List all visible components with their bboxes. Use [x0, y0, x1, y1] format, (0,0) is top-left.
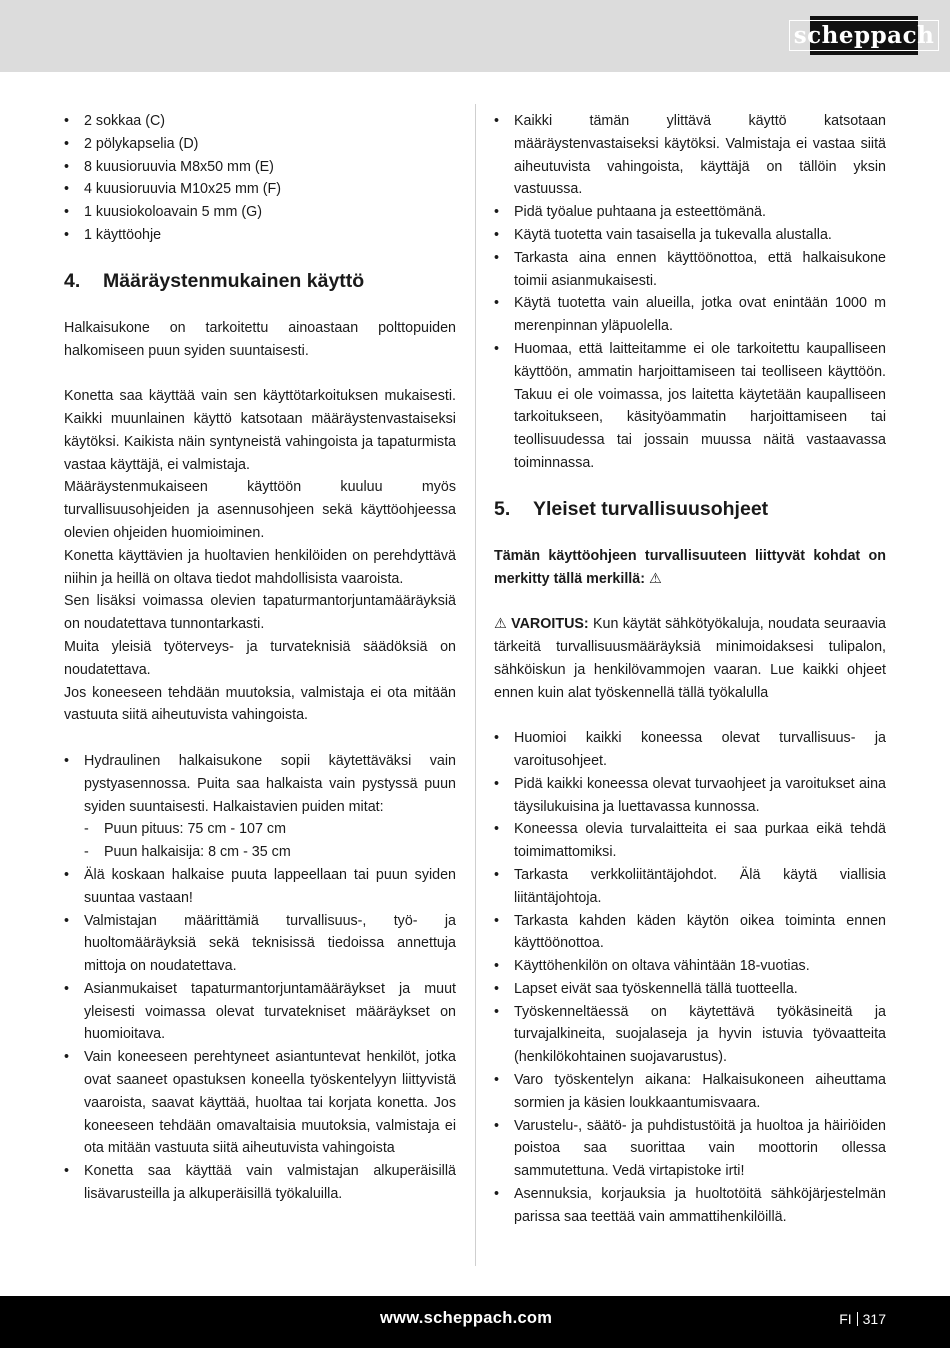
- section-title: Määräystenmukainen käyttö: [103, 269, 365, 292]
- list-item: • Tarkasta verkkoliitäntäjohdot. Älä käytä viallisia liitäntäjohtoja.: [494, 864, 886, 910]
- paragraph: Konetta käyttävien ja huoltavien henkilöiden on perehdyttävä niihin ja heillä on oltava tiedot mahdollisista vaaroista.: [64, 547, 456, 587]
- paragraph: Jos koneeseen tehdään muutoksia, valmistaja ei ota mitään vastuuta siitä aiheutuvista vahingoista.: [64, 684, 456, 724]
- list-item: • 4 kuusioruuvia M10x25 mm (F): [64, 178, 456, 201]
- section-title: Yleiset turvallisuusohjeet: [533, 497, 769, 520]
- list-item: • Työskenneltäessä on käytettävä työkäsineitä ja turvajalkineita, suojalaseja ja hyvin istuvia työvaatteita (henkilökohtainen suojavarustus).: [494, 1001, 886, 1069]
- list-item: • 2 pölykapselia (D): [64, 133, 456, 156]
- list-item: • Pidä työalue puhtaana ja esteettömänä.: [494, 201, 886, 224]
- warning-paragraph: [494, 613, 886, 704]
- section-5-heading: [494, 496, 886, 522]
- website-link[interactable]: www.scheppach.com: [380, 1309, 553, 1327]
- list-item: • Vain koneeseen perehtyneet asiantuntevat henkilöt, jotka ovat saaneet opastuksen koneella työskentelyyn liittyvistä vaaroista, saavat käyttää, huoltaa tai korjata konetta. Jos koneeseen tehdään omavaltaisia muutoksia, valmistaja ei ota mitään vastuuta siitä aiheutuvista vahingoista: [64, 1046, 456, 1160]
- column-divider: [475, 104, 476, 1266]
- list-item: • Asianmukaiset tapaturmantorjuntamääräykset ja muut yleisesti voimassa olevat turvatekniset määräykset on huomioitava.: [64, 978, 456, 1046]
- page-number: [839, 1311, 886, 1327]
- list-item: • Huomioi kaikki koneessa olevat turvallisuus- ja varoitusohjeet.: [494, 727, 886, 773]
- safety-intro: [494, 545, 886, 591]
- usage-rules-list: [64, 750, 456, 1206]
- dash-item: - Puun halkaisija: 8 cm - 35 cm: [84, 841, 456, 864]
- package-contents-list: [64, 110, 456, 247]
- list-item: • Valmistajan määrittämiä turvallisuus-, työ- ja huoltomääräyksiä sekä teknisissä tiedoissa annettuja mittoja on noudatettava.: [64, 910, 456, 978]
- list-item: [64, 750, 456, 864]
- safety-rules-list: [494, 727, 886, 1229]
- paragraph: Sen lisäksi voimassa olevien tapaturmantorjuntamääräyksiä on noudatettava tunnontarkasti.: [64, 593, 456, 633]
- warning-triangle-icon: ⚠: [494, 616, 507, 633]
- list-item: • 2 sokkaa (C): [64, 110, 456, 133]
- list-item: • Pidä kaikki koneessa olevat turvaohjeet ja varoitukset aina täysilukuisina ja luettavassa kunnossa.: [494, 773, 886, 819]
- list-item: • Varustelu-, säätö- ja puhdistustöitä ja huoltoa ja häiriöiden poistoa saa suorittaa vain moottorin ollessa sammutettuna. Vedä virtapistoke irti!: [494, 1115, 886, 1183]
- scheppach-logo: [793, 16, 935, 55]
- section-number: 5.: [494, 497, 511, 520]
- list-item: • Käytä tuotetta vain tasaisella ja tukevalla alustalla.: [494, 224, 886, 247]
- list-item: • Asennuksia, korjauksia ja huoltotöitä sähköjärjestelmän parissa saa teettää vain ammattihenkilöillä.: [494, 1183, 886, 1229]
- list-item: • Konetta saa käyttää vain valmistajan alkuperäisillä lisävarusteilla ja alkuperäisillä työkaluilla.: [64, 1160, 456, 1206]
- left-column: [64, 110, 456, 1206]
- list-item: • Lapset eivät saa työskennellä tällä tuotteella.: [494, 978, 886, 1001]
- logo-text: scheppach: [789, 20, 940, 51]
- list-item: • Varo työskentelyn aikana: Halkaisukoneen aiheuttama sormien ja käsien loukkaantumisvaara.: [494, 1069, 886, 1115]
- section-4-heading: [64, 268, 456, 294]
- page-number-value: 317: [862, 1311, 886, 1327]
- language-code: FI: [839, 1311, 852, 1327]
- list-item: • Älä koskaan halkaise puuta lappeellaan tai puun syiden suuntaa vastaan!: [64, 864, 456, 910]
- list-item: • Tarkasta kahden käden käytön oikea toiminta ennen käyttöönottoa.: [494, 910, 886, 956]
- list-item: • Käyttöhenkilön on oltava vähintään 18-vuotias.: [494, 955, 886, 978]
- list-item: • Huomaa, että laitteitamme ei ole tarkoitettu kaupalliseen käyttöön, ammatin harjoittamiseen tai teolliseen käyttöön. Takuu ei ole voimassa, jos laitetta käytetään kaupalliseen tarkoitukseen, käsityöammatin harjoittamiseen tai teollisuudessa tai jossain muussa näitä vastaavassa toiminnassa.: [494, 338, 886, 475]
- paragraph: Määräystenmukaiseen käyttöön kuuluu myös turvallisuusohjeiden ja asennusohjeen sekä käyttöohjeessa olevien ohjeiden huomioiminen.: [64, 479, 456, 541]
- list-item: • 1 kuusiokoloavain 5 mm (G): [64, 201, 456, 224]
- usage-notes-list: [494, 110, 886, 475]
- list-item: • Kaikki tämän ylittävä käyttö katsotaan määräystenvastaiseksi käytöksi. Valmistaja ei vastaa siitä aiheutuvista vahingoista, käyttäjä on tällöin yksin vastuussa.: [494, 110, 886, 201]
- dimension-list: [84, 818, 456, 864]
- warning-text: Kun käytät sähkötyökaluja, noudata seuraavia tärkeitä turvallisuusmääräyksiä minimoidaksesi tulipalon, sähköiskun ja henkilövammojen vaaran. Lue kaikki ohjeet ennen kuin alat työskennellä tällä työkalulla: [494, 616, 886, 701]
- warning-triangle-icon: ⚠: [648, 570, 662, 587]
- right-column: [494, 110, 886, 1229]
- safety-intro-text: Tämän käyttöohjeen turvallisuuteen liittyvät kohdat on merkitty tällä merkillä:: [494, 547, 886, 587]
- warning-label: VAROITUS:: [511, 616, 589, 633]
- list-item: • 8 kuusioruuvia M8x50 mm (E): [64, 156, 456, 179]
- list-item: • Koneessa olevia turvalaitteita ei saa purkaa eikä tehdä toimimattomiksi.: [494, 818, 886, 864]
- page-footer: [0, 1296, 950, 1348]
- list-item: • 1 käyttöohje: [64, 224, 456, 247]
- list-item-text: Hydraulinen halkaisukone sopii käytettäväksi vain pystyasennossa. Puita saa halkaista vain pystyssä puun syiden suuntaisesti. Halkaistavien puiden mitat:: [84, 752, 456, 815]
- separator: [857, 1312, 858, 1326]
- list-item: • Käytä tuotetta vain alueilla, jotka ovat enintään 1000 m merenpinnan yläpuolella.: [494, 292, 886, 338]
- section-number: 4.: [64, 269, 81, 292]
- paragraph: Konetta saa käyttää vain sen käyttötarkoituksen mukaisesti. Kaikki muunlainen käyttö katsotaan määräystenvastaiseksi käytöksi. Kaikista näin syntyneistä vahingoista ja tapaturmista vastaa käyttäjä, ei valmistaja.: [64, 388, 456, 473]
- paragraph: Muita yleisiä työterveys- ja turvateknisiä säädöksiä on noudatettava.: [64, 638, 456, 678]
- page-header: [0, 0, 950, 72]
- dash-item: - Puun pituus: 75 cm - 107 cm: [84, 818, 456, 841]
- list-item: • Tarkasta aina ennen käyttöönottoa, että halkaisukone toimii asianmukaisesti.: [494, 247, 886, 293]
- paragraph: Halkaisukone on tarkoitettu ainoastaan polttopuiden halkomiseen puun syiden suuntaisesti.: [64, 319, 456, 359]
